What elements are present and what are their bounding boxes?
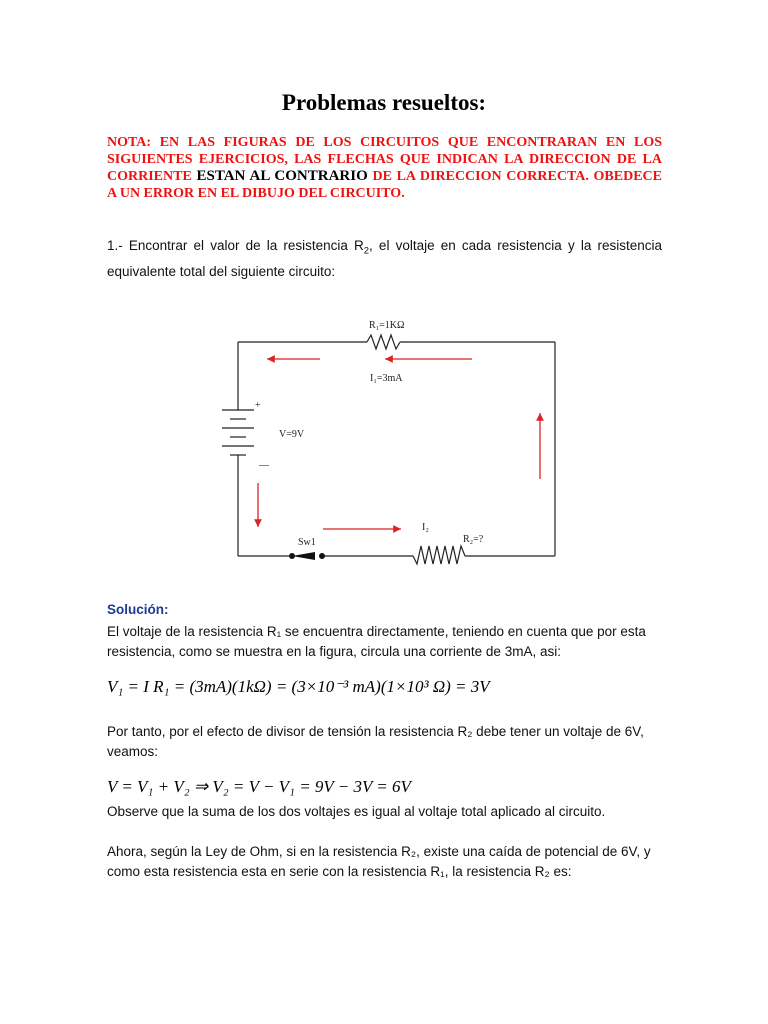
battery-plus-label: + (255, 400, 261, 411)
page-title: Problemas resueltos: (281, 90, 487, 115)
problem-line-1: 1.- Encontrar el valor de la resistencia $R_2$, el voltaje en cada resistencia y la resistencia (107, 238, 663, 257)
equation-v2: V = V₁ + V₂ ⇒ V₂ = V − V₁ = 9V − 3V = 6V (107, 777, 411, 796)
r1-label: R₁=1KΩ (369, 320, 405, 331)
solution-paragraph-2: Por tanto, por el efecto de divisor de tensión la resistencia R₂ debe tener un voltaje de 6V, veamos: (107, 724, 644, 759)
problem-line-2: equivalente total del siguiente circuito: (107, 263, 336, 279)
note-text-part1: NOTA: EN LAS FIGURAS DE LOS CIRCUITOS QUE ENCONTRARAN EN LOS SIGUIENTES EJERCICIOS, LAS FLECHAS QUE INDICAN LA DIRECCION DE LA CORRIENTE (107, 135, 662, 184)
resistor-r1 (367, 335, 400, 349)
i2-label: I₂ (422, 522, 429, 533)
solution-heading: Solución: (107, 602, 169, 617)
note-text-part3: DE LA DIRECCION CORRECTA. OBEDECE A UN ERROR EN EL DIBUJO DEL CIRCUITO. (107, 169, 663, 201)
warning-note (107, 134, 662, 202)
switch-contact-right (319, 553, 325, 559)
equation-v1: V₁ = I R₁ = (3mA)(1kΩ) = (3×10⁻³ mA)(1×10³ Ω) = 3V (107, 677, 490, 696)
solution-paragraph-1: El voltaje de la resistencia R₁ se encuentra directamente, teniendo en cuenta que por esta resistencia, como se muestra en la figura, circula una corriente de 3mA, asi: (107, 624, 646, 659)
solution-paragraph-4: Ahora, según la Ley de Ohm, si en la resistencia R₂, existe una caída de potencial de 6V, y como esta resistencia esta en serie con la resistencia R₁, la resistencia R₂ es: (107, 844, 651, 879)
switch-label: Sw1 (298, 537, 316, 548)
i1-label: I₁=3mA (370, 373, 403, 384)
r2-label: R₂=? (463, 534, 484, 545)
battery-minus-label: — (259, 460, 269, 471)
solution-paragraph-3: Observe que la suma de los dos voltajes es igual al voltaje total aplicado al circuito. (107, 804, 606, 819)
switch-blade (292, 552, 315, 560)
note-text-part2: ESTAN AL CONTRARIO (196, 168, 368, 184)
resistor-r2 (413, 546, 465, 564)
circuit-diagram (195, 302, 575, 572)
problem-statement (107, 236, 662, 282)
voltage-label: V=9V (279, 429, 305, 440)
